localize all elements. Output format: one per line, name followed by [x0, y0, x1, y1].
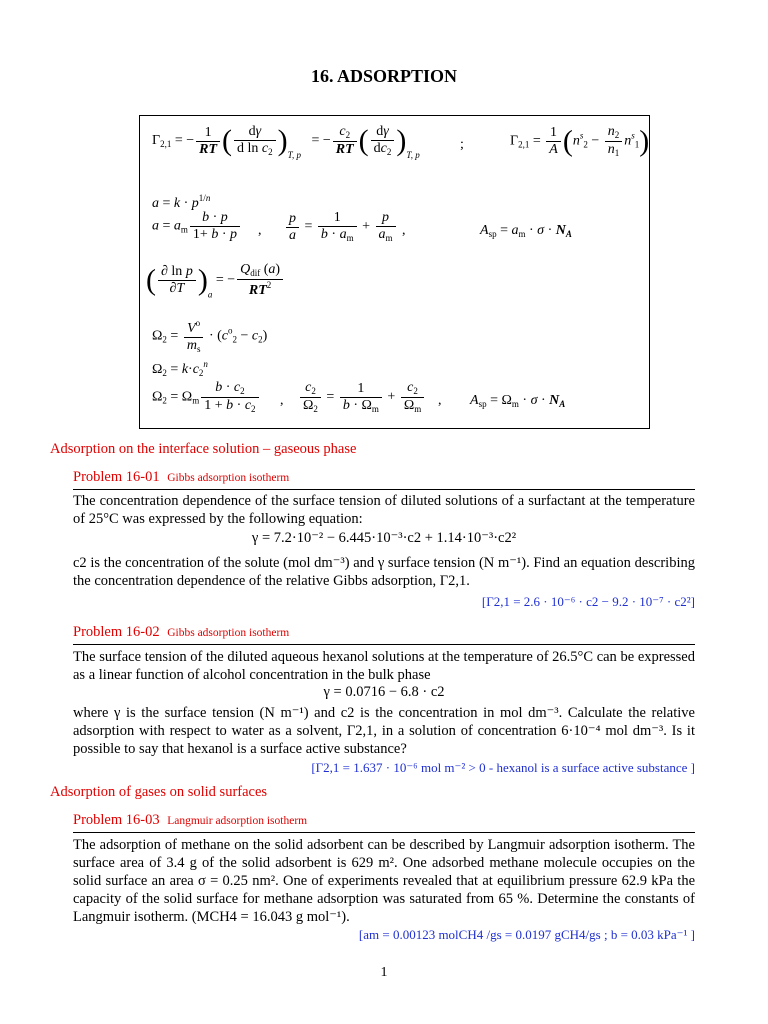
section-heading-interface: Adsorption on the interface solution – gaseous phase — [50, 441, 357, 457]
problem-16-02-text-2: where γ is the surface tension (N m⁻¹) and c2 is the concentration in mol dm⁻³. Calculate the relative adsorption with respect to water as a solvent, Γ2,1, in a solution of concentration 6·10⁻⁴ mol dm⁻³. Is it possible to say that hexanol is a surface active substance? — [73, 705, 695, 757]
formula-freundlich: $a = k \cdot p^{1/n}$ — [152, 193, 211, 211]
problem-16-03-header — [73, 812, 695, 833]
formula-comma-2: , — [402, 223, 406, 238]
formula-separator: ; — [460, 137, 464, 152]
page-title: 16. ADSORPTION — [310, 66, 458, 86]
problem-number: Problem 16-01 — [73, 469, 160, 485]
problem-topic: Gibbs adsorption isotherm — [167, 627, 290, 639]
problem-16-01-answer: [Γ2,1 = 2.6 · 10⁻⁶ · c2 − 9.2 · 10⁻⁷ · c2²] — [481, 594, 695, 609]
page-number: 1 — [380, 965, 388, 980]
formula-clausius: ( $\frac{\text{∂ ln p}}{\partial T}$ )$_a$ = − $\frac{Q_{dif} (a)}{RT^2}$ — [146, 262, 285, 300]
formula-omega-5: $A_{sp} = \Omega_m \cdot \sigma \cdot N_A$ — [470, 393, 566, 409]
problem-number: Problem 16-02 — [73, 624, 160, 640]
section-heading-solid: Adsorption of gases on solid surfaces — [50, 784, 268, 800]
problem-16-03-text-1: The adsorption of methane on the solid adsorbent can be described by Langmuir adsorption isotherm. The surface area of 3.4 g of the solid adsorbent is 629 m². One adsorbed methane molecule occupies on the solid surface an area σ = 0.25 nm². One of experiments revealed that at equilibrium pressure 62.9 kPa the capacity of the solid surface for methane adsorption was saturated from 65 %. Determine the constants of Langmuir isotherm. (MCH4 = 16.043 g mol⁻¹). — [73, 837, 695, 925]
formula-specific-area: $A_{sp} = a_m \cdot \sigma \cdot N_A$ — [480, 223, 572, 239]
formula-comma-1: , — [258, 223, 262, 238]
formula-comma-3: , — [280, 393, 284, 408]
formula-omega-3: $\Omega_2 = \Omega_m$ $\frac{b \cdot c_2}{1 + b \cdot c_2}$ — [152, 380, 261, 415]
problem-16-01-text-2: c2 is the concentration of the solute (mol dm⁻³) and γ surface tension (N m⁻¹). Find an equation describing the concentration dependence of the relative Gibbs adsorption, Γ2,1. — [73, 555, 695, 589]
problem-16-03-answer: [am = 0.00123 molCH4 /gs = 0.0197 gCH4/gs ; b = 0.03 kPa⁻¹ ] — [358, 927, 695, 942]
problem-number: Problem 16-03 — [73, 812, 160, 828]
problem-16-02-equation: γ = 0.0716 − 6.8 · c2 — [323, 684, 445, 700]
problem-16-01-equation: γ = 7.2·10⁻² − 6.445·10⁻³·c2 + 1.14·10⁻³·c2² — [251, 530, 517, 546]
formula-box — [139, 115, 650, 429]
problem-16-02-text-1: The surface tension of the diluted aqueous hexanol solutions at the temperature of 26.5°C can be expressed as a linear function of alcohol concentration in the bulk phase — [73, 649, 695, 683]
formula-langmuir-linear: $\frac{p}{a}$ = $\frac{1}{b \cdot a_m}$ + $\frac{p}{a_m}$ — [284, 210, 398, 244]
problem-16-01-text-1: The concentration dependence of the surface tension of diluted solutions of a surfactant at the temperature of 25°C was expressed by the following equation: — [73, 493, 695, 527]
formula-omega-4: $\frac{c_2}{\Omega_2}$ = $\frac{1}{b \cdot \Omega_m}$ + $\frac{c_2}{\Omega_m}$ — [298, 380, 426, 415]
formula-gibbs-1: $\Gamma_{2,1}$ = − $\frac{1}{RT}$ ( $\frac{d\gamma}{d \ln c_2}$ )$_{T, p}$ = − $\frac{c_2}{RT}$ ( $\frac{d\gamma}{dc_2}$ )$_{T, p}$ — [152, 124, 420, 161]
problem-topic: Gibbs adsorption isotherm — [167, 472, 290, 484]
formula-comma-4: , — [438, 393, 442, 408]
formula-omega-2: $\Omega_2 = k\cdot c_2^n$ — [152, 359, 208, 378]
problem-topic: Langmuir adsorption isotherm — [167, 815, 308, 827]
formula-langmuir: $a = a_m$ $\frac{b \cdot p}{1+ b \cdot p}$ — [152, 210, 242, 243]
problem-16-01-header — [73, 469, 695, 490]
problem-16-02-header — [73, 624, 695, 645]
formula-gibbs-2: $\Gamma_{2,1}$ = $\frac{1}{A}$ ($n^s_2$ − $\frac{n_2}{n_1}$ $n^s_1$) — [510, 124, 650, 158]
formula-omega-1: $\Omega_2$ = $\frac{V^o}{m_s}$ · $(c^o_2 - c_2)$ — [152, 318, 268, 354]
problem-16-02-answer: [Γ2,1 = 1.637 · 10⁻⁶ mol m⁻² > 0 - hexanol is a surface active substance ] — [311, 760, 695, 775]
